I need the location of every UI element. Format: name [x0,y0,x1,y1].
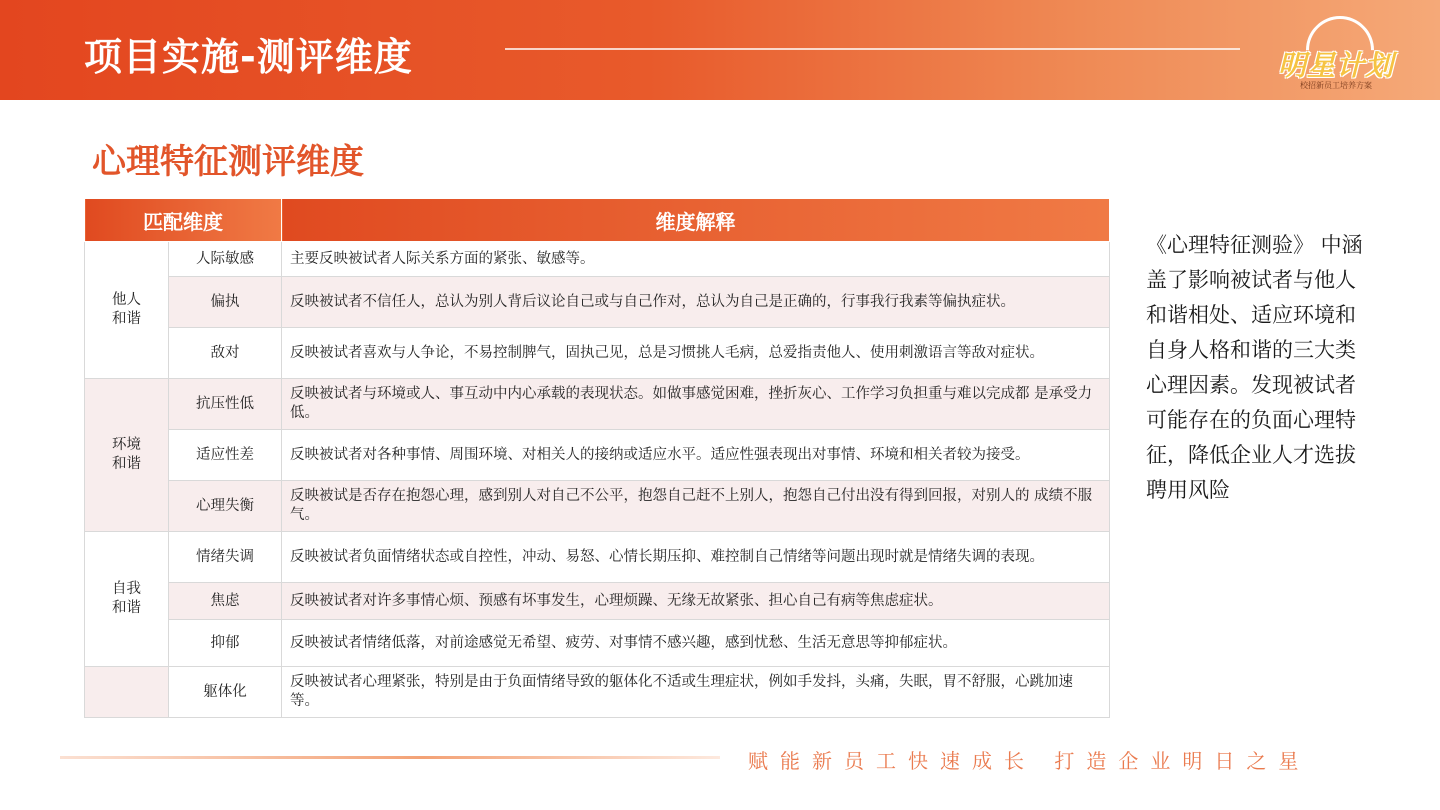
dimension-name: 抑郁 [169,620,282,667]
category-cell [85,379,169,532]
dimension-desc: 反映被试者负面情绪状态或自控性，冲动、易怒、心情长期压抑、难控制自己情绪等问题出现时就是情绪失调的表现。 [282,532,1110,583]
table-row [85,481,1110,532]
category-cell [85,667,169,718]
dimension-desc: 反映被试者不信任人，总认为别人背后议论自己或与自己作对，总认为自己是正确的，行事我行我素等偏执症状。 [282,277,1110,328]
dimension-name: 敌对 [169,328,282,379]
dimension-name: 情绪失调 [169,532,282,583]
logo-subtitle: 校招新员工培养方案 [1300,81,1372,90]
dimension-table [84,198,1110,718]
table-row [85,328,1110,379]
dimension-desc: 反映被试者对许多事情心烦、预感有坏事发生，心理烦躁、无缘无故紧张、担心自己有病等焦虑症状。 [282,583,1110,620]
dimension-name: 人际敏感 [169,242,282,277]
page-title: 项目实施-测评维度 [84,35,413,79]
dimension-name: 心理失衡 [169,481,282,532]
section-title: 心理特征测评维度 [92,142,364,182]
dimension-desc: 反映被试是否存在抱怨心理，感到别人对自己不公平，抱怨自己赶不上别人，抱怨自己付出没有得到回报，对别人的 成绩不服气。 [282,481,1110,532]
dimension-name: 偏执 [169,277,282,328]
dimension-desc: 主要反映被试者人际关系方面的紧张、敏感等。 [282,242,1110,277]
dimension-name: 躯体化 [169,667,282,718]
table-row [85,277,1110,328]
header-divider [505,48,1240,50]
header-match-dimension: 匹配维度 [85,199,282,242]
header-banner [0,0,1440,100]
table-row [85,242,1110,277]
table-header-row [85,199,1110,242]
logo [1270,14,1410,96]
table-row [85,532,1110,583]
side-note: 《心理特征测验》 中涵盖了影响被试者与他人和谐相处、适应环境和自身人格和谐的三大类心理因素。发现被试者可能存在的负面心理特征，降低企业人才选拔聘用风险 [1146,233,1363,502]
dimension-desc: 反映被试者情绪低落，对前途感觉无希望、疲劳、对事情不感兴趣，感到忧愁、生活无意思等抑郁症状。 [282,620,1110,667]
table-row [85,430,1110,481]
table-row [85,583,1110,620]
category-cell [85,532,169,667]
category-label: 他人和谐 [112,292,141,327]
dimension-desc: 反映被试者对各种事情、周围环境、对相关人的接纳或适应水平。适应性强表现出对事情、环境和相关者较为接受。 [282,430,1110,481]
header-dimension-explanation: 维度解释 [282,199,1110,242]
category-cell [85,242,169,379]
table-row [85,667,1110,718]
dimension-desc: 反映被试者喜欢与人争论，不易控制脾气，固执己见，总是习惯挑人毛病，总爱指责他人、使用刺激语言等敌对症状。 [282,328,1110,379]
table-row [85,620,1110,667]
dimension-desc: 反映被试者心理紧张，特别是由于负面情绪导致的躯体化不适或生理症状，例如手发抖，头痛，失眠，胃不舒服，心跳加速等。 [282,667,1110,718]
footer-divider [60,756,720,759]
category-label: 环境和谐 [112,437,141,472]
table-row [85,379,1110,430]
category-label: 自我和谐 [112,581,141,616]
footer-slogan: 赋能新员工快速成长 打造企业明日之星 [748,749,1311,773]
dimension-name: 适应性差 [169,430,282,481]
dimension-name: 焦虑 [169,583,282,620]
dimension-desc: 反映被试者与环境或人、事互动中内心承载的表现状态。如做事感觉困难，挫折灰心、工作学习负担重与难以完成都 是承受力低。 [282,379,1110,430]
logo-name: 明星计划 [1278,49,1395,82]
dimension-name: 抗压性低 [169,379,282,430]
